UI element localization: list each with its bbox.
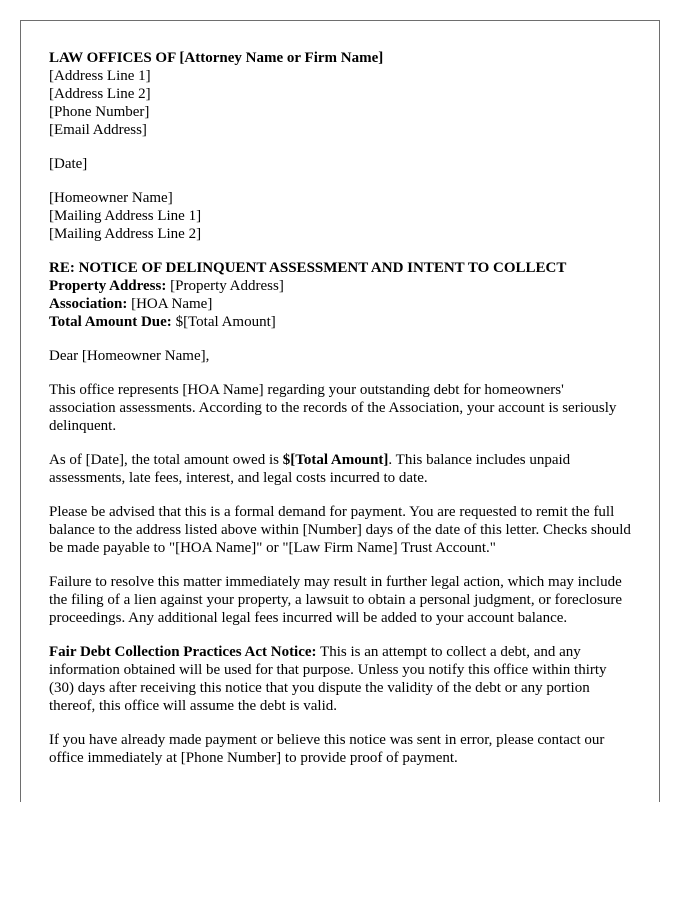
firm-address-line-2: [Address Line 2] <box>49 86 151 102</box>
letterhead <box>49 49 633 139</box>
salutation: Dear [Homeowner Name], <box>49 348 210 364</box>
recipient-block <box>49 189 633 243</box>
property-address-line: Property Address: [Property Address] <box>49 278 284 294</box>
recipient-name: [Homeowner Name] <box>49 190 173 206</box>
paragraph-contact: If you have already made payment or believe this notice was sent in error, please contact our office immediately at [Phone Number] to provide proof of payment. <box>49 732 605 766</box>
paragraph-amount-owed: As of [Date], the total amount owed is $[Total Amount]. This balance includes unpaid assessments, late fees, interest, and legal costs incurred to date. <box>49 452 571 486</box>
re-line: RE: NOTICE OF DELINQUENT ASSESSMENT AND INTENT TO COLLECT <box>49 260 567 276</box>
subject-block <box>49 259 633 331</box>
firm-address-line-1: [Address Line 1] <box>49 68 151 84</box>
paragraph-fdcpa-notice: Fair Debt Collection Practices Act Notice: This is an attempt to collect a debt, and any information obtained will be used for that purpose. Unless you notify this office within thirty (30) days after receiving this notice that you dispute the validity of the debt or any portion thereof, this office will assume the debt is valid. <box>49 644 607 714</box>
letter-content <box>49 49 633 783</box>
paragraph-legal-action: Failure to resolve this matter immediately may result in further legal action, which may include the filing of a lien against your property, a lawsuit to obtain a personal judgment, or foreclosure proceedings. Any additional legal fees incurred will be added to your account balance. <box>49 574 623 626</box>
firm-email: [Email Address] <box>49 122 147 138</box>
total-due-line: Total Amount Due: $[Total Amount] <box>49 314 276 330</box>
firm-name: LAW OFFICES OF [Attorney Name or Firm Name] <box>49 50 384 66</box>
paragraph-demand: Please be advised that this is a formal demand for payment. You are requested to remit the full balance to the address listed above within [Number] days of the date of this letter. Checks should be made payable to "[HOA Name]" or "[Law Firm Name] Trust Account." <box>49 504 631 556</box>
date-text: [Date] <box>49 156 88 172</box>
firm-phone: [Phone Number] <box>49 104 150 120</box>
recipient-mailing-line-1: [Mailing Address Line 1] <box>49 208 202 224</box>
association-line: Association: [HOA Name] <box>49 296 213 312</box>
letter-page <box>20 20 660 802</box>
paragraph-representation: This office represents [HOA Name] regarding your outstanding debt for homeowners' association assessments. According to the records of the Association, your account is seriously delinquent. <box>49 382 617 434</box>
recipient-mailing-line-2: [Mailing Address Line 2] <box>49 226 202 242</box>
letter-date <box>49 155 633 173</box>
